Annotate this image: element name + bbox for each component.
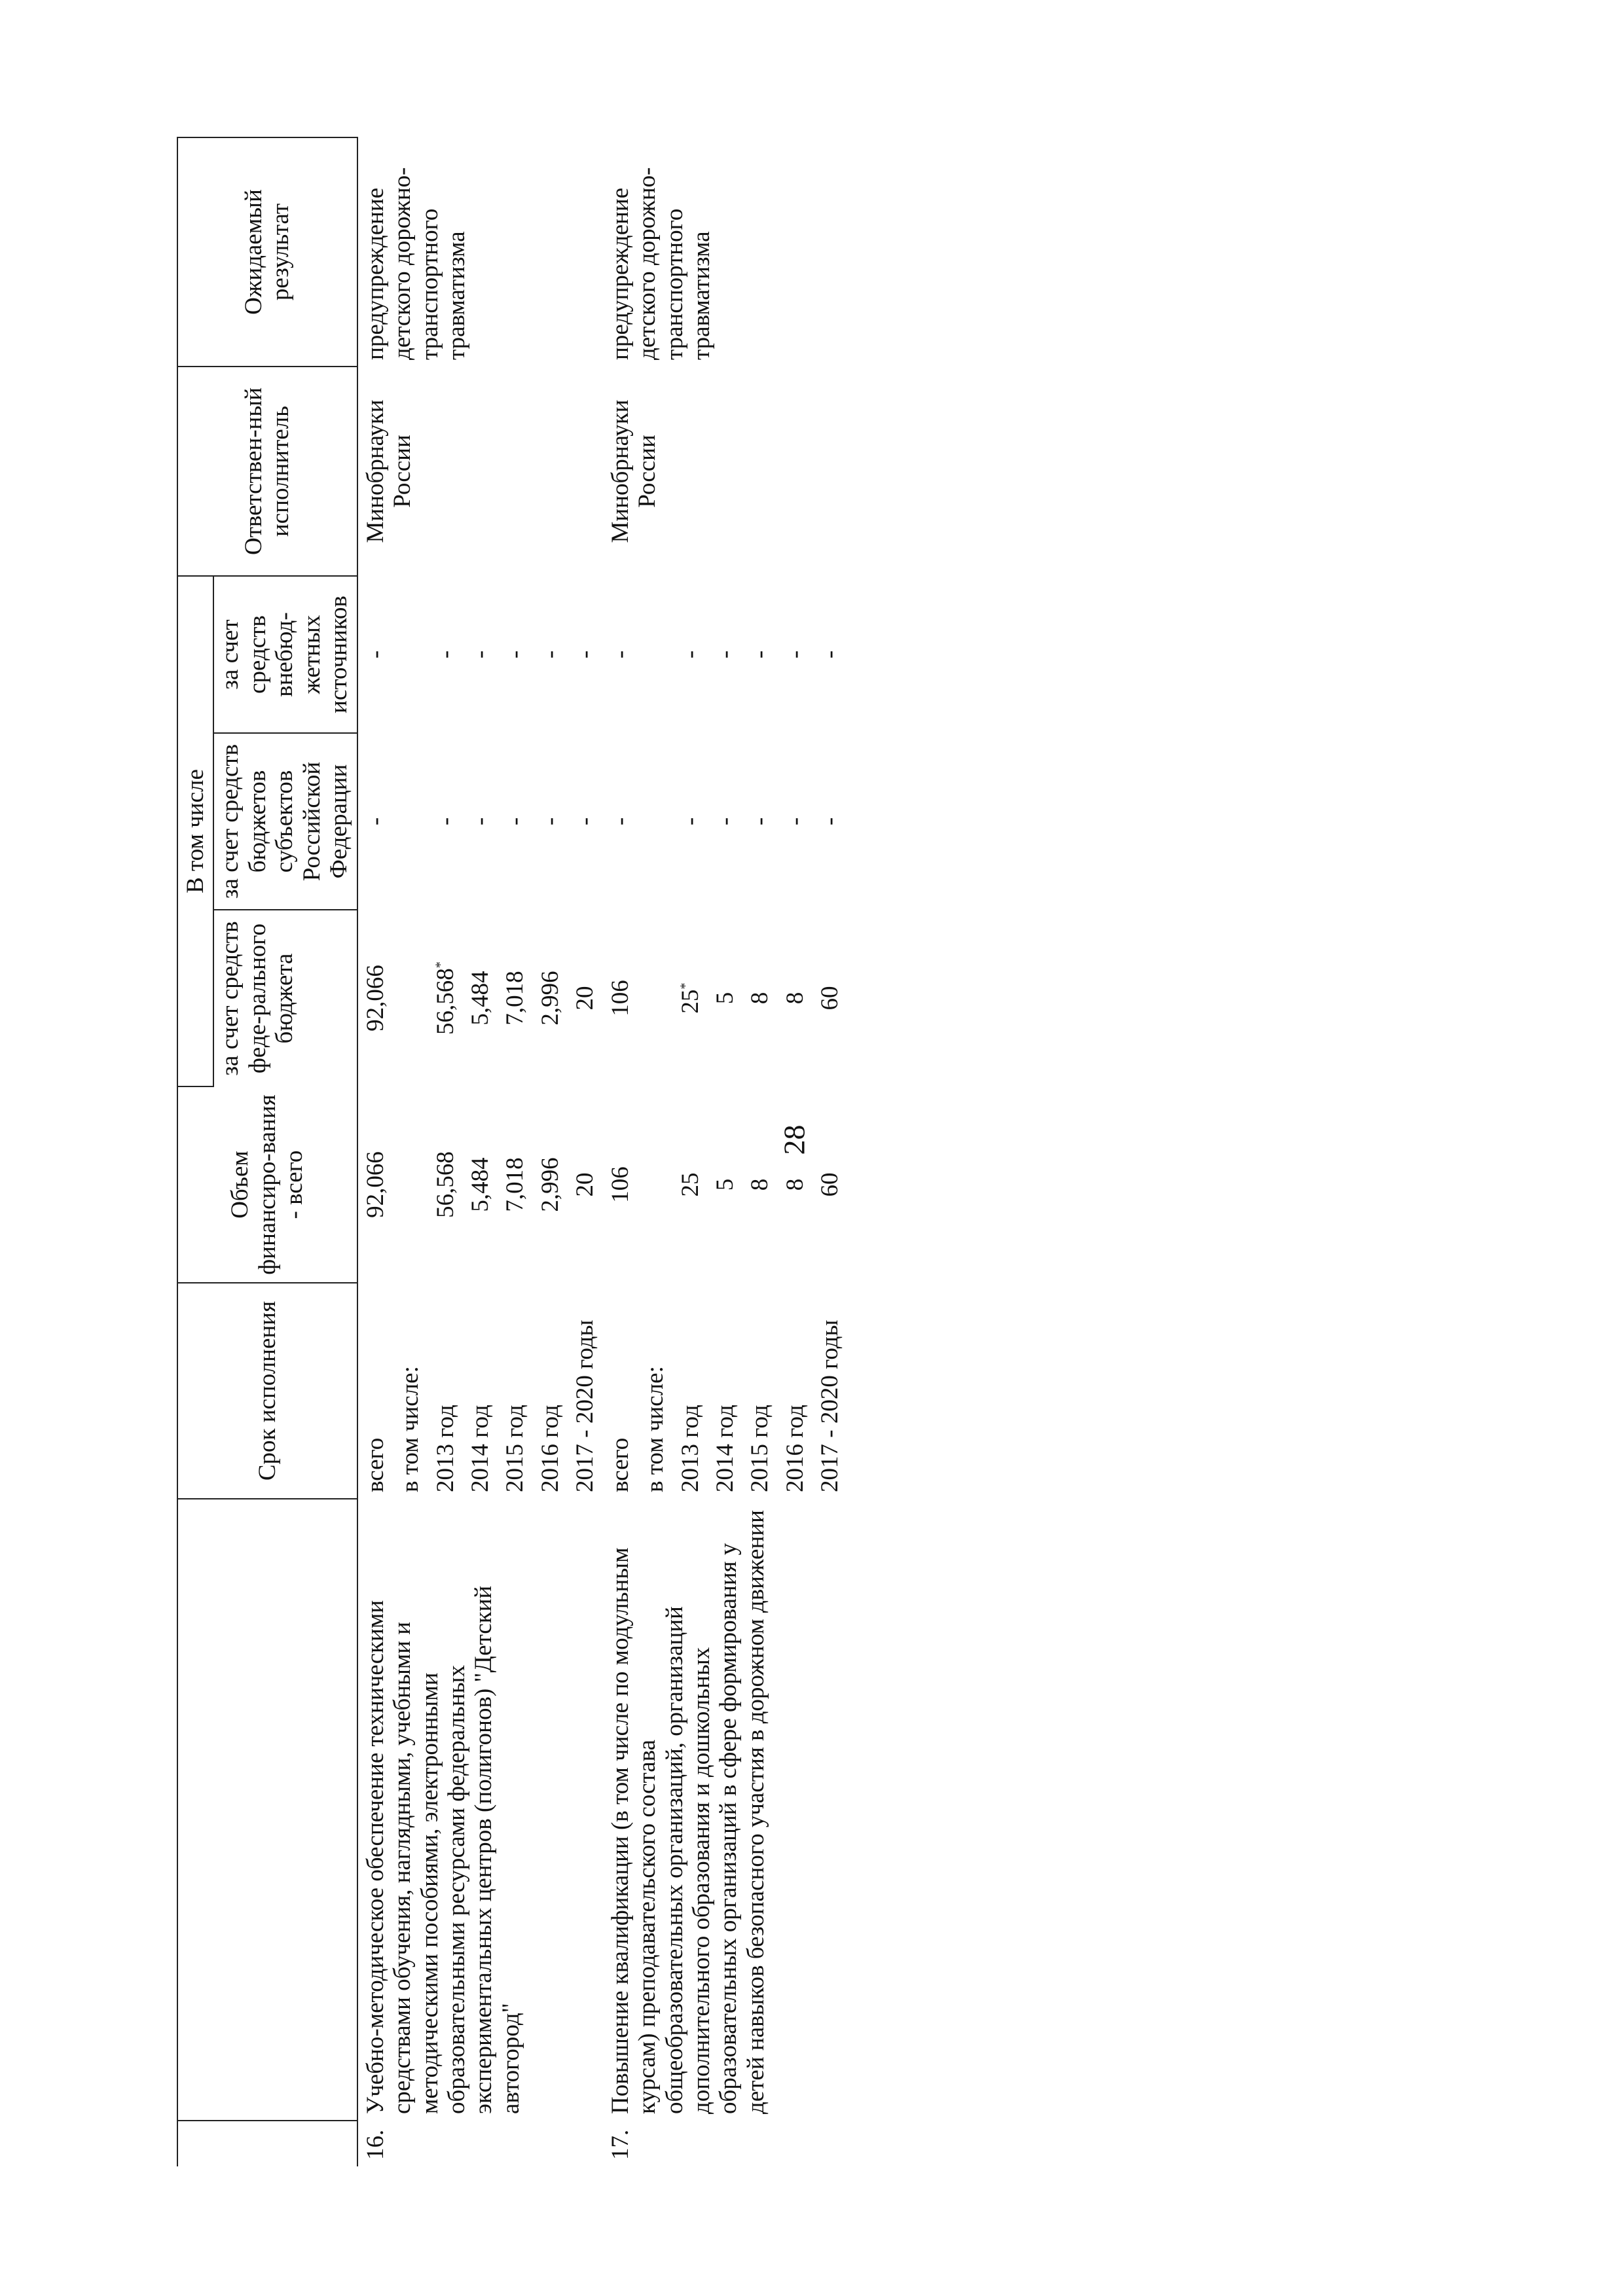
federal-value: 7,018: [501, 971, 529, 1026]
extra-cell: [638, 576, 672, 733]
header-federal: за счет средств феде-рального бюджета: [213, 910, 357, 1086]
term-cell: 2013 год: [431, 1405, 459, 1492]
term-cell: всего: [361, 1437, 389, 1492]
extra-cell: -: [572, 650, 599, 659]
table-body: [357, 137, 848, 2166]
header-term: Срок исполнения: [177, 1283, 357, 1499]
table-header: [177, 137, 357, 2166]
regional-cell: [638, 733, 672, 910]
extra-cell: -: [501, 650, 529, 659]
term-cell: 2014 год: [712, 1405, 739, 1492]
federal-value: 60: [816, 986, 844, 1011]
extra-cell: -: [361, 650, 389, 659]
term-cell: 2017 - 2020 годы: [572, 1319, 599, 1492]
federal-cell: [498, 910, 532, 1086]
table-row: [357, 137, 393, 2166]
extra-cell: [393, 576, 428, 733]
header-result: Ожидаемый результат: [177, 137, 357, 367]
total-cell: 92,066: [361, 1151, 389, 1218]
footnote-mark: *: [433, 961, 448, 969]
extra-cell: -: [712, 650, 739, 659]
total-cell: 20: [572, 1172, 599, 1197]
federal-cell: [533, 910, 568, 1086]
term-cell: 2017 - 2020 годы: [816, 1319, 844, 1492]
federal-cell: [357, 910, 393, 1086]
regional-cell: -: [361, 817, 389, 826]
federal-cell: [708, 910, 742, 1086]
table-row: [603, 137, 638, 2166]
total-cell: [638, 1086, 672, 1283]
total-cell: 25: [676, 1172, 704, 1197]
total-cell: 56,568: [431, 1151, 459, 1218]
item-title: Учебно-методическое обеспечение техническими средствами обучения, наглядными, учебными и методическими пособиями, электронными образовательными ресурсами федеральных экспериментальных центров (полигонов) "Детский автогород": [361, 1585, 524, 2114]
page-number: 28: [777, 1124, 811, 1155]
extra-cell: -: [431, 650, 459, 659]
federal-cell: [812, 910, 847, 1086]
extra-cell: -: [746, 650, 774, 659]
federal-cell: [568, 910, 602, 1086]
regional-cell: -: [781, 817, 809, 826]
regional-cell: -: [431, 817, 459, 826]
header-executor: Ответствен-ный исполнитель: [177, 367, 357, 576]
regional-cell: -: [816, 817, 844, 826]
total-cell: 8: [746, 1178, 774, 1191]
total-cell: 5,484: [466, 1157, 494, 1212]
header-total: Объем финансиро-вания - всего: [177, 1086, 357, 1283]
federal-cell: [673, 910, 708, 1086]
term-cell: 2016 год: [536, 1405, 564, 1492]
federal-cell: [463, 910, 498, 1086]
term-cell: 2014 год: [466, 1405, 494, 1492]
federal-value: 25: [676, 989, 704, 1014]
extra-cell: -: [781, 650, 809, 659]
measures-table: [177, 137, 848, 2166]
header-title: [177, 1499, 357, 2121]
footnote-mark: *: [678, 982, 693, 990]
term-cell: 2015 год: [501, 1405, 529, 1492]
total-cell: 2,996: [536, 1157, 564, 1212]
federal-cell: [393, 910, 428, 1086]
regional-cell: -: [466, 817, 494, 826]
total-cell: 106: [606, 1166, 634, 1203]
header-extra: за счет средств внебюд-жетных источников: [213, 576, 357, 733]
regional-cell: -: [572, 817, 599, 826]
federal-value: 56,568: [431, 968, 459, 1035]
federal-cell: [742, 910, 777, 1086]
total-cell: [393, 1086, 428, 1283]
federal-cell: [603, 910, 638, 1086]
total-cell: 7,018: [501, 1157, 529, 1212]
result-cell: предупреждение детского дорожно-транспортного травматизма: [606, 167, 715, 360]
federal-value: 92,066: [361, 965, 389, 1031]
extra-cell: -: [606, 650, 634, 659]
regional-cell: -: [746, 817, 774, 826]
extra-cell: -: [676, 650, 704, 659]
regional-cell: -: [712, 817, 739, 826]
executor-cell: Минобрнауки России: [606, 399, 661, 543]
header-including: В том числе: [177, 576, 213, 1086]
executor-cell: Минобрнауки России: [361, 399, 416, 543]
extra-cell: -: [816, 650, 844, 659]
federal-cell: [778, 910, 812, 1086]
extra-cell: -: [466, 650, 494, 659]
total-cell: 8: [781, 1178, 809, 1191]
item-number: 16.: [361, 2129, 389, 2160]
regional-cell: [393, 733, 428, 910]
federal-value: 2,996: [536, 971, 564, 1026]
measures-table-container: [177, 137, 1421, 2166]
term-cell: в том числе:: [397, 1366, 424, 1492]
extra-cell: -: [536, 650, 564, 659]
total-cell: 60: [816, 1172, 844, 1197]
header-regional: за счет средств бюджетов субъектов Российской Федерации: [213, 733, 357, 910]
term-cell: 2016 год: [781, 1405, 809, 1492]
term-cell: всего: [606, 1437, 634, 1492]
federal-value: 5: [712, 992, 739, 1005]
header-num: [177, 2121, 357, 2166]
regional-cell: -: [606, 817, 634, 826]
term-cell: 2013 год: [676, 1405, 704, 1492]
item-number: 17.: [606, 2129, 634, 2160]
regional-cell: -: [536, 817, 564, 826]
regional-cell: -: [676, 817, 704, 826]
federal-value: 8: [781, 992, 809, 1005]
federal-value: 106: [606, 980, 634, 1016]
term-cell: 2015 год: [746, 1405, 774, 1492]
result-cell: предупреждение детского дорожно-транспортного травматизма: [361, 167, 470, 360]
federal-cell: [428, 910, 463, 1086]
item-title: Повышение квалификации (в том числе по модульным курсам) преподавательского состава общеобразовательных организаций, организаций дополнительного образования и дошкольных образовательных организаций в сфере формирования у детей навыков безопасного участия в дорожном движении: [606, 1510, 769, 2114]
term-cell: в том числе:: [642, 1366, 669, 1492]
federal-value: 5,484: [466, 971, 494, 1026]
federal-value: 8: [746, 992, 774, 1005]
total-cell: 5: [712, 1178, 739, 1191]
federal-cell: [638, 910, 672, 1086]
regional-cell: -: [501, 817, 529, 826]
federal-value: 20: [572, 986, 599, 1011]
